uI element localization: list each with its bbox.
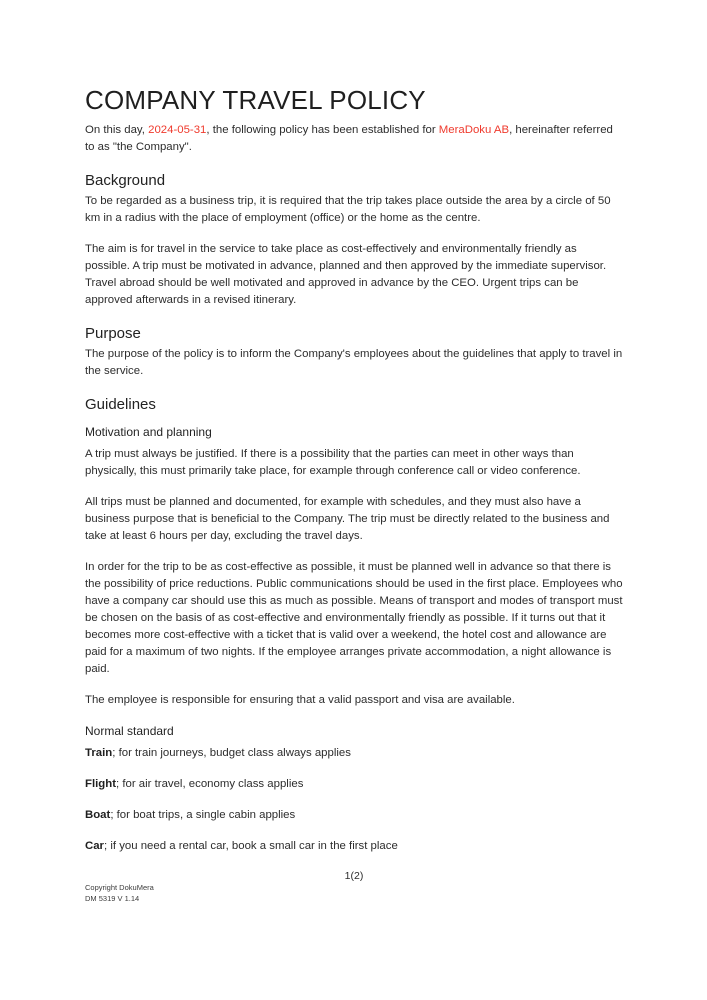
copyright-line-1: Copyright DokuMera [85, 883, 154, 892]
standard-item-flight [85, 776, 623, 793]
copyright-block [85, 883, 623, 904]
normal-standard-subheading: Normal standard [85, 724, 174, 738]
page-title: COMPANY TRAVEL POLICY [85, 85, 426, 115]
background-paragraph-1: To be regarded as a business trip, it is required that the trip takes place outside the area by a circle of 50 km in a radius with the place of employment (office) or the home as the centre. [85, 195, 611, 224]
page-number: 1(2) [344, 870, 364, 882]
guidelines-paragraph-2: All trips must be planned and documented, for example with schedules, and they must also have a business purpose that is beneficial to the Company. The trip must be directly related to the business and take at least 6 hours per day, excluding the travel days. [85, 496, 610, 542]
company-name: MeraDoku AB [438, 124, 510, 136]
standard-term-car: Car [85, 840, 104, 852]
standard-desc-car: ; if you need a rental car, book a small car in the first place [104, 840, 398, 852]
guidelines-paragraph-1: A trip must always be justified. If there is a possibility that the parties can meet in other ways than physically, this must primarily take place, for example through conference call or video conference. [85, 448, 581, 477]
standard-term-train: Train [85, 747, 113, 759]
standard-desc-train: ; for train journeys, budget class always applies [112, 747, 351, 759]
purpose-paragraph: The purpose of the policy is to inform the Company's employees about the guidelines that apply to travel in the service. [85, 348, 623, 377]
guidelines-paragraph-3: In order for the trip to be as cost-effective as possible, it must be planned well in advance so that there is the possibility of price reductions. Public communications should be used in the first place. Employees who have a company car should use this as much as possible. Means of transport and modes of transport must be chosen on the basis of as cost-effective and environmentally friendly as possible. If it turns out that it becomes more cost-effective with a ticket that is valid over a weekend, the hotel cost and allowance are paid for a maximum of two nights. If the employee arranges private accommodation, a night allowance is paid. [85, 561, 623, 675]
guidelines-paragraph-4: The employee is responsible for ensuring that a valid passport and visa are available. [85, 694, 515, 706]
standard-term-flight: Flight [85, 778, 116, 790]
motivation-subheading: Motivation and planning [85, 425, 212, 439]
document-content [85, 87, 623, 904]
standard-item-car [85, 838, 623, 855]
purpose-heading: Purpose [85, 325, 141, 342]
guidelines-heading: Guidelines [85, 396, 156, 413]
established-date: 2024-05-31 [148, 124, 207, 136]
background-paragraph-2: The aim is for travel in the service to take place as cost-effectively and environmentally friendly as possible. A trip must be motivated in advance, planned and then approved by the immediate supervisor. Travel abroad should be well motivated and approved in advance by the CEO. Urgent trips can be approved afterwards in a revised itinerary. [85, 243, 607, 306]
background-heading: Background [85, 172, 166, 189]
intro-text-pre: On this day, [85, 124, 149, 136]
intro-text-post: , hereinafter referred to as "the Company". [85, 124, 613, 153]
copyright-line-2: DM 5319 V 1.14 [85, 893, 140, 903]
standard-item-train [85, 745, 623, 762]
standard-desc-boat: ; for boat trips, a single cabin applies [110, 809, 296, 821]
standard-term-boat: Boat [85, 809, 111, 821]
intro-text-mid: , the following policy has been established for [206, 124, 439, 136]
intro-paragraph [85, 122, 623, 156]
standard-item-boat [85, 807, 623, 824]
standard-desc-flight: ; for air travel, economy class applies [116, 778, 304, 790]
